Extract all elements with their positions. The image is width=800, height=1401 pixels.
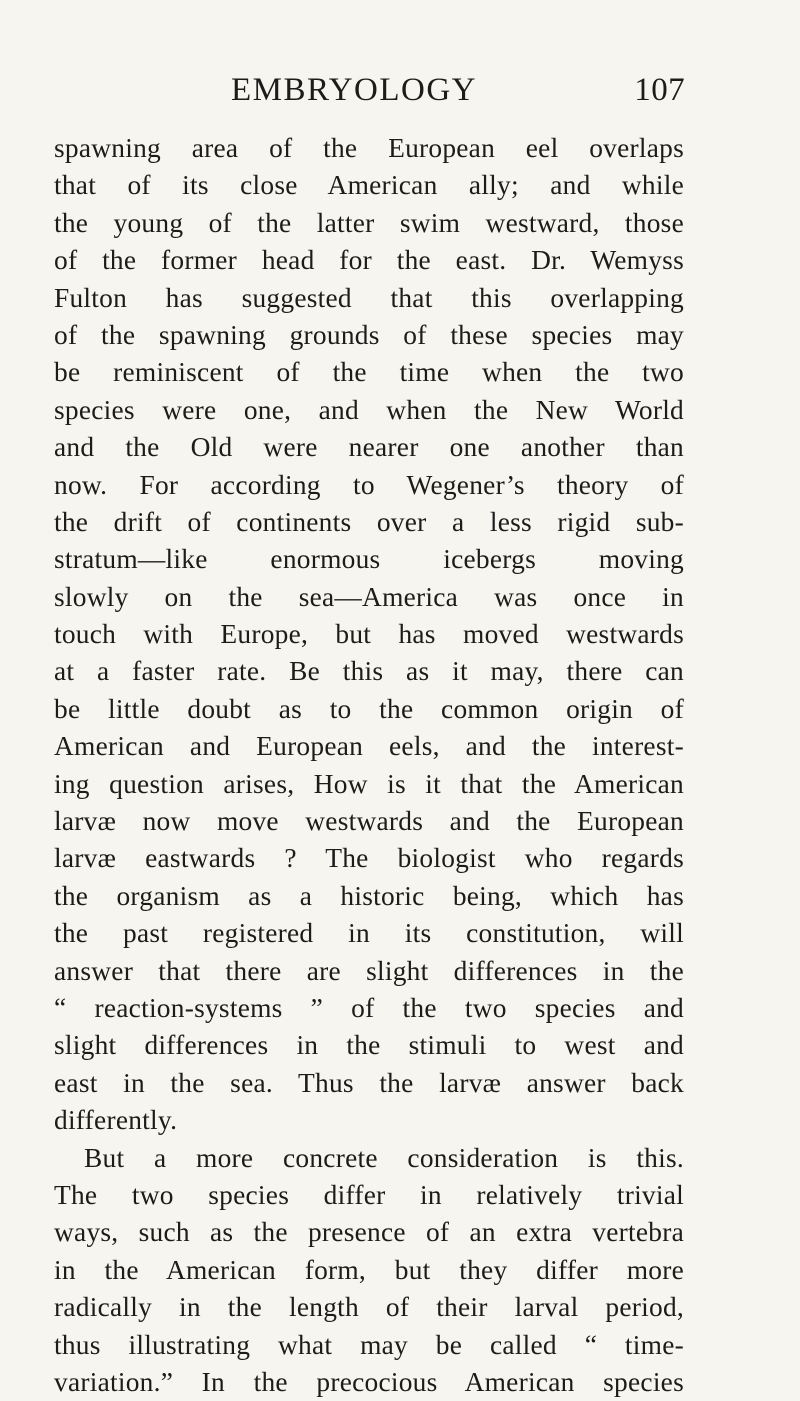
text-line: the drift of continents over a less rigid sub- — [54, 506, 684, 537]
text-line: the organism as a historic being, which has — [54, 880, 684, 911]
text-line: American and European eels, and the interest- — [54, 731, 684, 762]
text-line: answer that there are slight differences in the — [54, 955, 684, 986]
text-line: ways, such as the presence of an extra vertebra — [54, 1217, 684, 1248]
text-line: slight differences in the stimuli to west and — [54, 1030, 684, 1061]
text-line: in the American form, but they differ more — [54, 1254, 684, 1285]
text-line: be reminiscent of the time when the two — [54, 357, 684, 388]
text-line: and the Old were nearer one another than — [54, 432, 684, 463]
text-line: slowly on the sea—America was once in — [54, 581, 684, 612]
text-line: that of its close American ally; and while — [54, 170, 684, 201]
text-line: east in the sea. Thus the larvæ answer back — [54, 1067, 684, 1098]
text-line: “ reaction-systems ” of the two species and — [54, 992, 684, 1023]
text-line: species were one, and when the New World — [54, 394, 684, 425]
paragraph-end-line: differently. — [54, 1105, 178, 1136]
text-line: spawning area of the European eel overlaps — [54, 133, 684, 163]
text-line: of the former head for the east. Dr. Wemyss — [54, 245, 684, 276]
body-text — [54, 130, 684, 1401]
running-title: EMBRYOLOGY — [231, 72, 478, 108]
text-line: at a faster rate. Be this as it may, there can — [54, 656, 684, 687]
text-line: ing question arises, How is it that the American — [54, 768, 684, 799]
text-line: The two species differ in relatively trivial — [54, 1179, 684, 1210]
text-line: radically in the length of their larval period, — [54, 1292, 684, 1323]
page-number: 107 — [634, 72, 685, 108]
text-line: larvæ eastwards ? The biologist who regards — [54, 843, 684, 874]
text-line: of the spawning grounds of these species may — [54, 319, 684, 350]
running-head — [231, 72, 685, 112]
text-line: larvæ now move westwards and the European — [54, 806, 684, 837]
paragraph-start-line: But a more concrete consideration is this. — [84, 1142, 684, 1173]
text-line: touch with Europe, but has moved westwards — [54, 619, 684, 650]
text-line: thus illustrating what may be called “ time- — [54, 1329, 684, 1360]
text-line: now. For according to Wegener’s theory of — [54, 469, 684, 500]
text-line: the past registered in its constitution, will — [54, 918, 684, 949]
text-line: variation.” In the precocious American species — [54, 1366, 684, 1397]
text-line: stratum—like enormous icebergs moving — [54, 544, 684, 575]
text-line: the young of the latter swim westward, those — [54, 207, 684, 238]
text-line: Fulton has suggested that this overlapping — [54, 282, 684, 313]
text-line: be little doubt as to the common origin of — [54, 693, 684, 724]
